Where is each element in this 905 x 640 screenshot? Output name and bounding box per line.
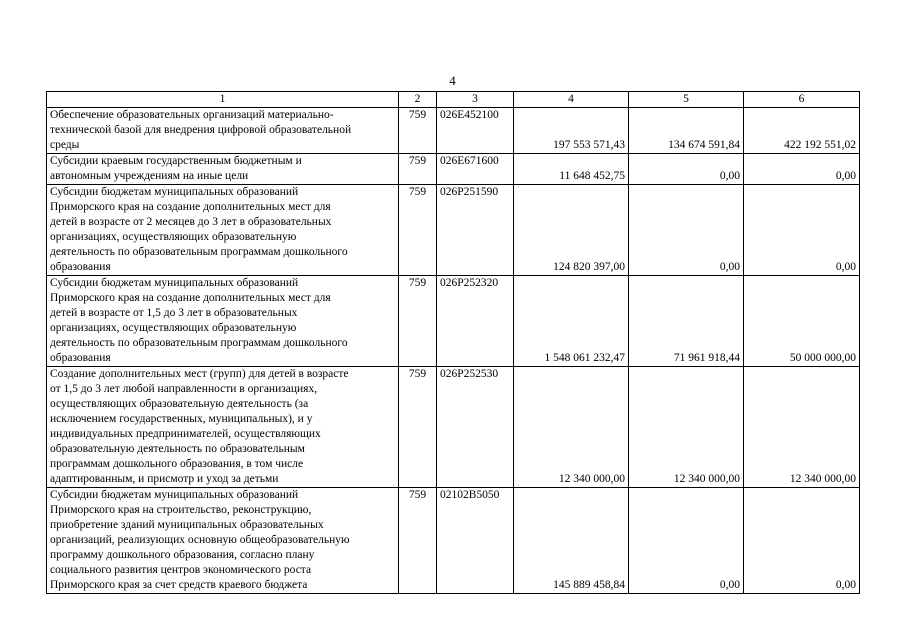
row-name-line: организациях, осуществляющих образовательную — [50, 231, 297, 243]
target-code-cell: 026E452100 — [437, 108, 514, 154]
row-name-line: организаций, реализующих основную общеобразовательную — [50, 534, 350, 546]
row-name-line: технической базой для внедрения цифровой образовательной — [50, 124, 352, 136]
code-cell: 759 — [399, 185, 437, 276]
page-number: 4 — [449, 73, 456, 88]
value-col6: 50 000 000,00 — [744, 276, 860, 367]
table-row — [47, 276, 860, 367]
value-col6: 12 340 000,00 — [744, 367, 860, 488]
value-col4: 11 648 452,75 — [514, 154, 629, 185]
value-col6: 0,00 — [744, 185, 860, 276]
row-name-line: социального развития центров экономического роста — [50, 564, 312, 576]
target-code-cell: 026E671600 — [437, 154, 514, 185]
row-name-cell — [47, 276, 399, 367]
header-cell: 2 — [399, 92, 437, 108]
row-name-line: исключением государственных, муниципальных), и у — [50, 413, 313, 425]
header-cell: 6 — [744, 92, 860, 108]
value-col4: 1 548 061 232,47 — [514, 276, 629, 367]
value-col4: 12 340 000,00 — [514, 367, 629, 488]
target-code-cell: 02102В5050 — [437, 488, 514, 594]
table-row — [47, 154, 860, 185]
row-name-line: образования — [50, 261, 111, 273]
row-name-cell — [47, 108, 399, 154]
row-name-cell — [47, 367, 399, 488]
value-col6: 0,00 — [744, 488, 860, 594]
row-name-line: Приморского края за счет средств краевого бюджета — [50, 579, 308, 591]
row-name-line: Субсидии бюджетам муниципальных образований — [50, 489, 299, 501]
row-name-line: адаптированным, и присмотр и уход за детьми — [50, 473, 279, 485]
table-row — [47, 488, 860, 594]
row-name-line: Субсидии бюджетам муниципальных образований — [50, 277, 299, 289]
value-col4: 124 820 397,00 — [514, 185, 629, 276]
value-col6: 422 192 551,02 — [744, 108, 860, 154]
value-col5: 0,00 — [629, 154, 744, 185]
code-cell: 759 — [399, 276, 437, 367]
code-cell: 759 — [399, 367, 437, 488]
header-cell: 3 — [437, 92, 514, 108]
row-name-line: Создание дополнительных мест (групп) для детей в возрасте — [50, 368, 349, 380]
code-cell: 759 — [399, 154, 437, 185]
value-col6: 0,00 — [744, 154, 860, 185]
row-name-line: индивидуальных предпринимателей, осуществляющих — [50, 428, 321, 440]
value-col5: 0,00 — [629, 185, 744, 276]
value-col4: 145 889 458,84 — [514, 488, 629, 594]
header-cell: 5 — [629, 92, 744, 108]
row-name-cell — [47, 488, 399, 594]
row-name-line: Субсидии краевым государственным бюджетным и — [50, 155, 302, 167]
target-code-cell: 026P251590 — [437, 185, 514, 276]
table-row — [47, 108, 860, 154]
table-row — [47, 367, 860, 488]
row-name-line: детей в возрасте от 2 месяцев до 3 лет в образовательных — [50, 216, 332, 228]
header-cell: 4 — [514, 92, 629, 108]
row-name-line: Приморского края на создание дополнительных мест для — [50, 292, 331, 304]
row-name-line: от 1,5 до 3 лет любой направленности в организациях, — [50, 383, 318, 395]
row-name-line: деятельность по образовательным программам дошкольного — [50, 246, 348, 258]
table-row — [47, 185, 860, 276]
budget-table — [46, 91, 860, 594]
header-row — [47, 92, 860, 108]
row-name-line: приобретение зданий муниципальных образовательных — [50, 519, 324, 531]
value-col5: 71 961 918,44 — [629, 276, 744, 367]
row-name-line: образования — [50, 352, 111, 364]
target-code-cell: 026P252530 — [437, 367, 514, 488]
header-cell: 1 — [47, 92, 399, 108]
row-name-line: Субсидии бюджетам муниципальных образований — [50, 186, 299, 198]
row-name-cell — [47, 154, 399, 185]
code-cell: 759 — [399, 108, 437, 154]
value-col5: 134 674 591,84 — [629, 108, 744, 154]
row-name-line: образовательную деятельность по образовательным — [50, 443, 305, 455]
row-name-line: Обеспечение образовательных организаций материально- — [50, 109, 334, 121]
row-name-line: организациях, осуществляющих образовательную — [50, 322, 297, 334]
row-name-line: осуществляющих образовательную деятельность (за — [50, 398, 309, 410]
row-name-line: деятельность по образовательным программам дошкольного — [50, 337, 348, 349]
row-name-cell — [47, 185, 399, 276]
code-cell: 759 — [399, 488, 437, 594]
value-col5: 0,00 — [629, 488, 744, 594]
row-name-line: Приморского края на создание дополнительных мест для — [50, 201, 331, 213]
value-col5: 12 340 000,00 — [629, 367, 744, 488]
row-name-line: автономным учреждениям на иные цели — [50, 170, 249, 182]
row-name-line: детей в возрасте от 1,5 до 3 лет в образовательных — [50, 307, 298, 319]
row-name-line: среды — [50, 139, 80, 151]
row-name-line: Приморского края на строительство, реконструкцию, — [50, 504, 312, 516]
target-code-cell: 026P252320 — [437, 276, 514, 367]
row-name-line: программам дошкольного образования, в том числе — [50, 458, 304, 470]
row-name-line: программу дошкольного образования, согласно плану — [50, 549, 315, 561]
value-col4: 197 553 571,43 — [514, 108, 629, 154]
